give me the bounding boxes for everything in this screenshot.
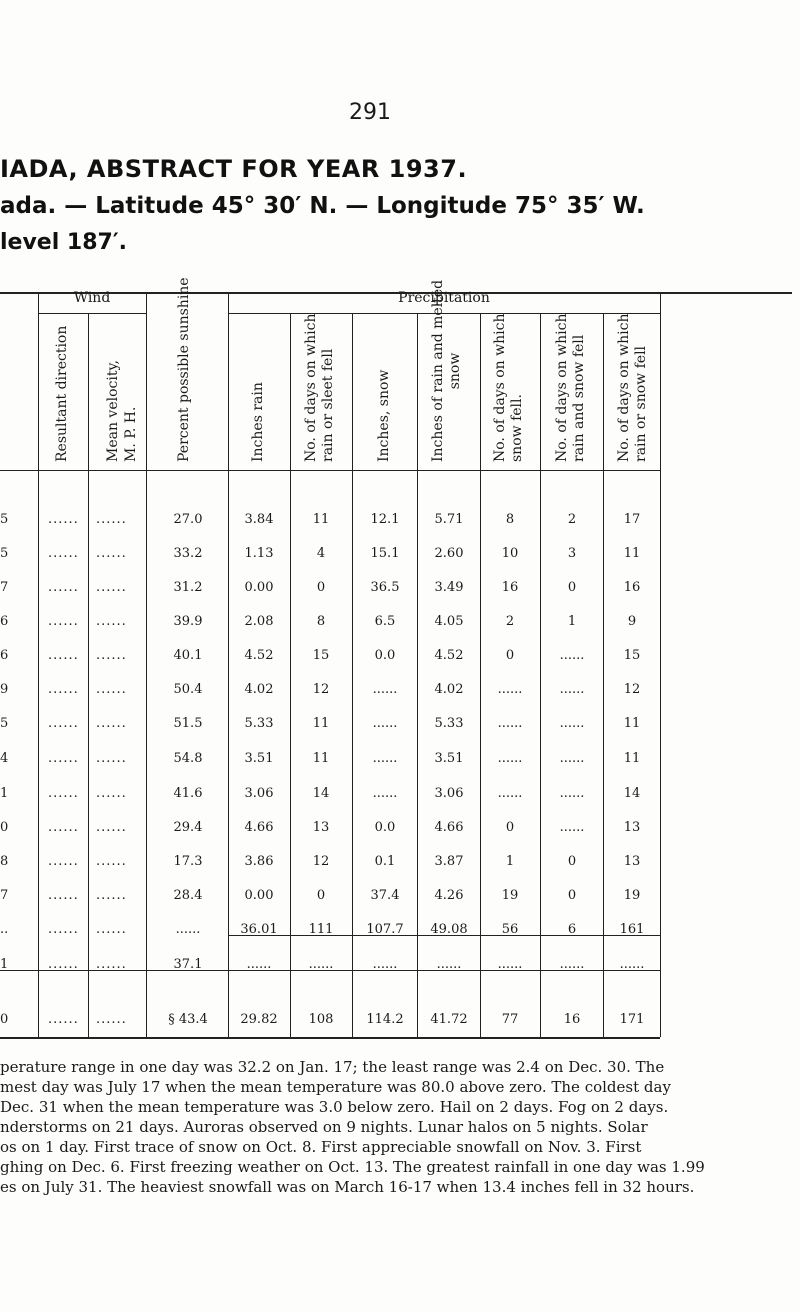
table-cell: ...... — [372, 957, 398, 972]
footnote-line: mest day was July 17 when the mean temperature was 80.0 above zero. The coldest day — [0, 1078, 671, 1096]
table-cell: 16 — [501, 580, 519, 595]
table-cell: 51.5 — [173, 716, 203, 731]
table-row — [0, 888, 800, 908]
table-cell: 19 — [501, 888, 519, 903]
table-cell: 5.71 — [434, 512, 464, 527]
station-coordinates: ada. — Latitude 45° 30′ N. — Longitude 75° 35′ W. — [0, 193, 645, 219]
table-cell: 15.1 — [370, 546, 400, 561]
wind-group-rule — [38, 313, 146, 314]
days-both-header — [554, 314, 588, 462]
table-cell: 1 — [567, 614, 577, 629]
table-cell: 17 — [623, 512, 641, 527]
table-cell: ...... — [96, 957, 127, 972]
table-cell: 0 — [567, 580, 577, 595]
table-cell: ...... — [372, 682, 398, 697]
table-cell: ...... — [497, 957, 523, 972]
melted-header-line1: Inches of rain and melted — [430, 279, 446, 462]
row-lead: .. — [0, 922, 9, 937]
table-cell: 29.82 — [240, 1012, 278, 1027]
table-cell: ...... — [96, 512, 127, 527]
table-row — [0, 580, 800, 600]
table-cell: 108 — [308, 1012, 334, 1027]
table-cell: 15 — [623, 648, 641, 663]
table-row — [0, 786, 800, 806]
table-cell: 171 — [619, 1012, 645, 1027]
table-cell: ...... — [308, 957, 334, 972]
table-cell: 3 — [567, 546, 577, 561]
table-cell: 37.1 — [173, 957, 203, 972]
table-cell: 0.0 — [374, 820, 396, 835]
table-cell: 3.86 — [244, 854, 274, 869]
table-cell: ...... — [48, 854, 79, 869]
table-cell: 31.2 — [173, 580, 203, 595]
table-row — [0, 922, 800, 942]
table-cell: 6 — [567, 922, 577, 937]
table-cell: 17.3 — [173, 854, 203, 869]
table-cell: ...... — [246, 957, 272, 972]
table-cell: 4.52 — [244, 648, 274, 663]
table-cell: ...... — [48, 682, 79, 697]
inches-rain-header: Inches rain — [250, 382, 266, 462]
row-lead: 7 — [0, 888, 9, 903]
mean-velocity-header-line2: M. P. H. — [123, 406, 139, 462]
table-cell: 11 — [623, 716, 641, 731]
table-cell: 15 — [312, 648, 330, 663]
table-cell: 4.52 — [434, 648, 464, 663]
table-cell: 33.2 — [173, 546, 203, 561]
table-cell: 0 — [567, 854, 577, 869]
table-cell: 4.66 — [244, 820, 274, 835]
table-cell: 6.5 — [374, 614, 396, 629]
days-both-header-line1: No. of days on which — [554, 313, 570, 462]
table-cell: ...... — [96, 888, 127, 903]
table-cell: 8 — [316, 614, 326, 629]
table-cell: 37.4 — [370, 888, 400, 903]
table-cell: ...... — [48, 957, 79, 972]
table-cell: 27.0 — [173, 512, 203, 527]
table-cell: 13 — [623, 820, 641, 835]
table-cell: 4.02 — [434, 682, 464, 697]
table-cell: 36.5 — [370, 580, 400, 595]
table-cell: ...... — [559, 820, 585, 835]
table-cell: 2 — [505, 614, 515, 629]
header-bottom-rule — [0, 470, 660, 471]
table-cell: 50.4 — [173, 682, 203, 697]
resultant-direction-header: Resultant direction — [54, 325, 70, 462]
table-cell: ...... — [48, 1012, 79, 1027]
table-cell: ...... — [96, 716, 127, 731]
table-cell: 3.06 — [244, 786, 274, 801]
precipitation-header: Precipitation — [398, 290, 490, 306]
table-cell: ...... — [48, 580, 79, 595]
table-cell: 5.33 — [244, 716, 274, 731]
table-cell: ...... — [559, 786, 585, 801]
melted-header-line2: snow — [447, 352, 463, 390]
table-cell: 12 — [312, 682, 330, 697]
days-snow-header-line1: No. of days on which — [492, 313, 508, 462]
table-cell: 14 — [312, 786, 330, 801]
table-row — [0, 1012, 800, 1032]
table-row — [0, 546, 800, 566]
table-cell: ...... — [497, 751, 523, 766]
table-cell: ...... — [559, 648, 585, 663]
footnote-line: os on 1 day. First trace of snow on Oct. 8. First appreciable snowfall on Nov. 3. First — [0, 1138, 642, 1156]
row-lead: 4 — [0, 751, 9, 766]
row-lead: 8 — [0, 854, 9, 869]
table-cell: 12 — [312, 854, 330, 869]
table-cell: 40.1 — [173, 648, 203, 663]
table-cell: 12.1 — [370, 512, 400, 527]
table-cell: 114.2 — [366, 1012, 404, 1027]
table-cell: 56 — [501, 922, 519, 937]
table-cell: 4.26 — [434, 888, 464, 903]
table-cell: 2.60 — [434, 546, 464, 561]
row-lead: 9 — [0, 682, 9, 697]
table-cell: 0 — [505, 820, 515, 835]
table-cell: 0 — [505, 648, 515, 663]
table-cell: 54.8 — [173, 751, 203, 766]
sunshine-header: Percent possible sunshine — [176, 277, 192, 462]
wind-header: Wind — [73, 290, 111, 306]
table-cell: ...... — [559, 751, 585, 766]
table-cell: 11 — [312, 751, 330, 766]
table-cell: 5.33 — [434, 716, 464, 731]
table-cell: 2.08 — [244, 614, 274, 629]
table-cell: 2 — [567, 512, 577, 527]
table-row — [0, 512, 800, 532]
row-lead: 1 — [0, 957, 9, 972]
table-cell: 9 — [627, 614, 637, 629]
table-row — [0, 614, 800, 634]
table-row — [0, 957, 800, 977]
table-cell: ...... — [48, 648, 79, 663]
table-cell: 12 — [623, 682, 641, 697]
days-rain-header — [303, 314, 337, 462]
table-cell: ...... — [48, 888, 79, 903]
table-cell: ...... — [48, 716, 79, 731]
table-row — [0, 751, 800, 771]
document-title: IADA, ABSTRACT FOR YEAR 1937. — [0, 155, 468, 183]
table-cell: ...... — [96, 1012, 127, 1027]
footnote-line: es on July 31. The heaviest snowfall was on March 16-17 when 13.4 inches fell in 32 hours. — [0, 1178, 695, 1196]
footnote-line: nderstorms on 21 days. Auroras observed on 9 nights. Lunar halos on 5 nights. Solar — [0, 1118, 648, 1136]
table-cell: 11 — [623, 546, 641, 561]
table-cell: 107.7 — [366, 922, 404, 937]
page-number: 291 — [349, 100, 391, 125]
table-cell: 3.06 — [434, 786, 464, 801]
table-cell: ...... — [48, 922, 79, 937]
days-either-header — [616, 314, 650, 462]
table-cell: 161 — [619, 922, 645, 937]
table-cell: ...... — [559, 716, 585, 731]
table-cell: 41.72 — [430, 1012, 468, 1027]
table-cell: 1.13 — [244, 546, 274, 561]
table-cell: 4.02 — [244, 682, 274, 697]
table-cell: ...... — [48, 751, 79, 766]
table-cell: ...... — [48, 512, 79, 527]
melted-header — [430, 280, 464, 462]
row-lead: 0 — [0, 1012, 9, 1027]
table-cell: 3.87 — [434, 854, 464, 869]
table-cell: 16 — [563, 1012, 581, 1027]
row-lead: 5 — [0, 512, 9, 527]
row-lead: 7 — [0, 580, 9, 595]
table-row — [0, 820, 800, 840]
table-cell: ...... — [96, 648, 127, 663]
days-rain-header-line2: rain or sleet fell — [320, 348, 336, 462]
table-cell: 11 — [623, 751, 641, 766]
table-cell: ...... — [96, 854, 127, 869]
table-cell: ...... — [619, 957, 645, 972]
table-cell: 3.51 — [434, 751, 464, 766]
table-cell: ...... — [372, 751, 398, 766]
table-cell: 0 — [316, 580, 326, 595]
footnote-line: perature range in one day was 32.2 on Jan. 17; the least range was 2.4 on Dec. 30. The — [0, 1058, 665, 1076]
table-cell: ...... — [372, 786, 398, 801]
table-cell: ...... — [96, 820, 127, 835]
table-cell: ...... — [372, 716, 398, 731]
table-cell: 0 — [316, 888, 326, 903]
table-cell: ...... — [175, 922, 201, 937]
row-lead: 6 — [0, 614, 9, 629]
table-cell: ...... — [96, 922, 127, 937]
table-cell: 0.0 — [374, 648, 396, 663]
mean-velocity-header — [104, 360, 140, 462]
table-cell: ...... — [96, 786, 127, 801]
table-cell: 41.6 — [173, 786, 203, 801]
table-cell: ...... — [559, 957, 585, 972]
table-cell: 29.4 — [173, 820, 203, 835]
table-cell: 0.1 — [374, 854, 396, 869]
days-rain-header-line1: No. of days on which — [303, 313, 319, 462]
table-cell: 19 — [623, 888, 641, 903]
table-row — [0, 648, 800, 668]
footnote-line: ghing on Dec. 6. First freezing weather on Oct. 13. The greatest rainfall in one day was 1.99 — [0, 1158, 705, 1176]
table-row — [0, 682, 800, 702]
table-cell: 13 — [623, 854, 641, 869]
days-snow-header — [492, 314, 526, 462]
table-row — [0, 716, 800, 736]
row-lead: 1 — [0, 786, 9, 801]
table-cell: 0 — [567, 888, 577, 903]
table-cell: 16 — [623, 580, 641, 595]
table-cell: 13 — [312, 820, 330, 835]
table-cell: 4.66 — [434, 820, 464, 835]
table-cell: 3.51 — [244, 751, 274, 766]
table-cell: 10 — [501, 546, 519, 561]
days-both-header-line2: rain and snow fell — [571, 334, 587, 462]
row-lead: 6 — [0, 648, 9, 663]
table-bottom-rule — [0, 1037, 660, 1039]
table-cell: ...... — [48, 614, 79, 629]
table-cell: 8 — [505, 512, 515, 527]
mean-velocity-header-line1: Mean velocity, — [105, 360, 121, 462]
table-cell: ...... — [96, 614, 127, 629]
table-cell: ...... — [96, 580, 127, 595]
table-cell: 0.00 — [244, 580, 274, 595]
table-cell: 1 — [505, 854, 515, 869]
table-cell: 77 — [501, 1012, 519, 1027]
table-cell: ...... — [497, 716, 523, 731]
inches-snow-header: Inches, snow — [376, 369, 392, 462]
table-cell: ...... — [497, 682, 523, 697]
table-cell: 28.4 — [173, 888, 203, 903]
table-cell: ...... — [436, 957, 462, 972]
days-either-header-line2: rain or snow fell — [633, 345, 649, 462]
table-cell: 39.9 — [173, 614, 203, 629]
footnote — [0, 1057, 800, 1197]
table-cell: 11 — [312, 716, 330, 731]
table-row — [0, 854, 800, 874]
row-lead: 0 — [0, 820, 9, 835]
table-cell: ...... — [48, 786, 79, 801]
table-cell: 49.08 — [430, 922, 468, 937]
table-cell: 3.84 — [244, 512, 274, 527]
table-cell: § 43.4 — [168, 1012, 208, 1027]
days-either-header-line1: No. of days on which — [616, 313, 632, 462]
station-elevation: level 187′. — [0, 230, 128, 255]
table-cell: 36.01 — [240, 922, 278, 937]
table-cell: 0.00 — [244, 888, 274, 903]
table-cell: ...... — [48, 820, 79, 835]
table-cell: 111 — [308, 922, 334, 937]
row-lead: 5 — [0, 546, 9, 561]
row-lead: 5 — [0, 716, 9, 731]
days-snow-header-line2: snow fell. — [509, 394, 525, 462]
footnote-line: Dec. 31 when the mean temperature was 3.0 below zero. Hail on 2 days. Fog on 2 days. — [0, 1098, 669, 1116]
table-cell: ...... — [96, 546, 127, 561]
table-cell: 3.49 — [434, 580, 464, 595]
table-cell: ...... — [96, 751, 127, 766]
table-cell: 4.05 — [434, 614, 464, 629]
table-cell: 4 — [316, 546, 326, 561]
table-cell: ...... — [497, 786, 523, 801]
table-cell: 11 — [312, 512, 330, 527]
table-cell: ...... — [96, 682, 127, 697]
table-cell: 14 — [623, 786, 641, 801]
table-cell: ...... — [48, 546, 79, 561]
table-cell: ...... — [559, 682, 585, 697]
